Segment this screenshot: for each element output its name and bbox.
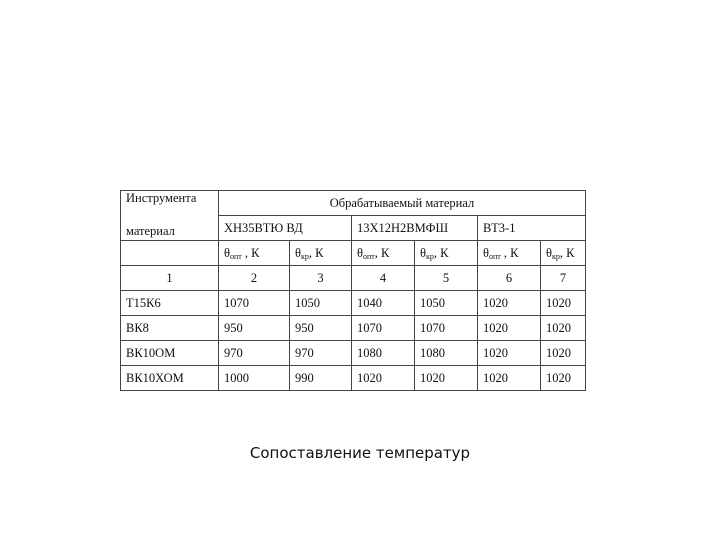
table-row (121, 291, 586, 316)
temperature-subheader-row (121, 241, 586, 266)
material-name: ХН35ВТЮ ВД (219, 216, 352, 241)
tool-material-cell: ВК8 (121, 316, 219, 341)
temperature-subheader (290, 241, 352, 266)
temperature-value: 970 (290, 341, 352, 366)
temperature-value: 1020 (478, 291, 541, 316)
material-name: ВТ3-1 (478, 216, 586, 241)
temperature-value: 950 (219, 316, 290, 341)
tool-material-cell: ВК10ХОМ (121, 366, 219, 391)
theta-symbol: θ (224, 245, 230, 260)
temperature-value: 1020 (478, 366, 541, 391)
subscript: опт (489, 251, 501, 261)
subscript: кр (552, 251, 560, 261)
subscript: кр (301, 251, 309, 261)
column-number: 5 (415, 266, 478, 291)
temperature-subheader (219, 241, 290, 266)
tool-material-cell: ВК10ОМ (121, 341, 219, 366)
column-number: 7 (541, 266, 586, 291)
column-number: 1 (121, 266, 219, 291)
column-number-row (121, 266, 586, 291)
theta-symbol: θ (420, 245, 426, 260)
temperature-value: 1020 (352, 366, 415, 391)
subscript: опт (230, 251, 242, 261)
tool-material-header-line2: материал (126, 223, 175, 238)
theta-symbol: θ (483, 245, 489, 260)
tool-material-header-line1: Инструмента (126, 190, 197, 205)
temperature-value: 1020 (478, 341, 541, 366)
temperature-value: 950 (290, 316, 352, 341)
workpiece-material-header: Обрабатываемый материал (219, 191, 586, 216)
tool-material-header (121, 191, 219, 241)
theta-symbol: θ (546, 245, 552, 260)
subscript: кр (426, 251, 434, 261)
temperature-subheader (478, 241, 541, 266)
subscript: опт (363, 251, 375, 261)
temperature-value: 1050 (415, 291, 478, 316)
temperature-value: 1020 (541, 341, 586, 366)
unit-suffix: , К (308, 245, 324, 260)
temperature-value: 1020 (415, 366, 478, 391)
theta-symbol: θ (357, 245, 363, 260)
temperature-value: 1080 (415, 341, 478, 366)
column-number: 3 (290, 266, 352, 291)
table-body (121, 291, 586, 391)
theta-symbol: θ (295, 245, 301, 260)
caption: Сопоставление температур (249, 444, 471, 462)
empty-cell (121, 241, 219, 266)
temperature-subheader (541, 241, 586, 266)
temperature-value: 1050 (290, 291, 352, 316)
tool-material-cell: Т15К6 (121, 291, 219, 316)
column-number: 6 (478, 266, 541, 291)
temperature-value: 1070 (219, 291, 290, 316)
column-number: 4 (352, 266, 415, 291)
temperature-value: 990 (290, 366, 352, 391)
temperature-value: 1070 (352, 316, 415, 341)
temperature-value: 1000 (219, 366, 290, 391)
table-row (121, 341, 586, 366)
table-row (121, 316, 586, 341)
temperature-subheader (415, 241, 478, 266)
temperature-value: 1020 (478, 316, 541, 341)
temperature-value: 1080 (352, 341, 415, 366)
unit-suffix: , К (559, 245, 575, 260)
temperature-value: 1020 (541, 291, 586, 316)
unit-suffix: , К (241, 245, 260, 260)
temperature-value: 1020 (541, 366, 586, 391)
unit-suffix: , К (374, 245, 390, 260)
table-header-row (121, 191, 586, 216)
temperature-value: 970 (219, 341, 290, 366)
temperature-subheader (352, 241, 415, 266)
table-row (121, 366, 586, 391)
unit-suffix: , К (433, 245, 449, 260)
temperature-value: 1040 (352, 291, 415, 316)
temperature-value: 1020 (541, 316, 586, 341)
material-name: 13Х12Н2ВМФШ (352, 216, 478, 241)
temperature-table (120, 190, 586, 391)
temperature-value: 1070 (415, 316, 478, 341)
column-number: 2 (219, 266, 290, 291)
unit-suffix: , К (500, 245, 519, 260)
